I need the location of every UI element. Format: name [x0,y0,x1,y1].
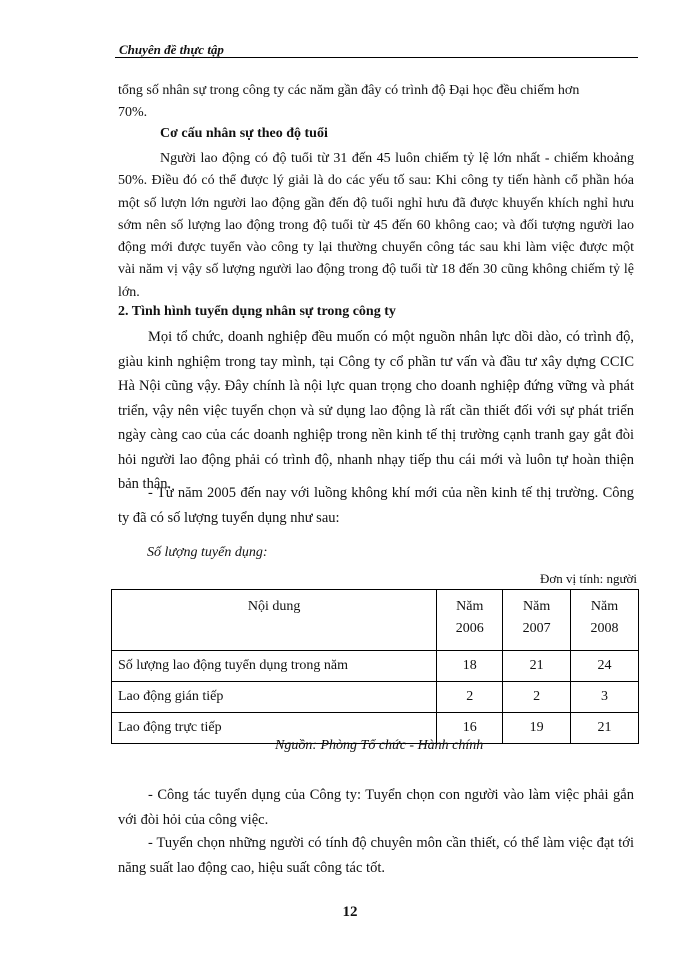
table-source: Nguồn: Phòng Tổ chức - Hành chính [275,738,484,753]
recruit-paragraph-1: Mọi tổ chức, doanh nghiệp đều muốn có một nguồn nhân lực dồi dào, có trình độ, giàu kinh nghiệm trong tay mình, tại Công ty cổ phần tư vấn và đầu tư xây dựng CCIC Hà Nội cũng vậy. Đây chính là nội lực quan trọng cho doanh nghiệp đứng vững và phát triển, vậy nên việc tuyển chọn và sử dụng lao động là rất cần thiết đối với sự phát triển ngày càng cao của các doanh nghiệp trong nền kinh tế thị trường cạnh tranh gay gắt đòi hỏi người lao động phải có trình độ, nhanh nhạy tiếp thu cái mới và luôn tự hoàn thiện bản thân. [118,329,634,492]
recruit-paragraph-2: - Từ năm 2005 đến nay với luồng không khí mới của nền kinh tế thị trường. Công ty đã có số lượng tuyển dụng như sau: [118,485,634,526]
cell-value: 18 [437,651,503,682]
cell-value: 21 [503,651,571,682]
header-title: Chuyên đề thực tập [119,42,224,57]
table-row [112,651,639,682]
cell-value: 2 [503,682,571,713]
intro-line-2: 70%. [118,105,148,120]
age-section-heading: Cơ cấu nhân sự theo độ tuổi [160,126,328,141]
table-caption: Số lượng tuyển dụng: [147,545,268,560]
cell-value: 19 [503,713,571,744]
cell-value: 24 [571,651,639,682]
intro-line-1: tổng số nhân sự trong công ty các năm gần đây có trình độ Đại học đều chiếm hơn [118,83,580,98]
cell-value: 21 [571,713,639,744]
cell-value: 2 [437,682,503,713]
table-header-year-2008: Năm 2008 [571,590,639,651]
closing-paragraph-2: - Tuyển chọn những người có tính độ chuyên môn cần thiết, có thể làm việc đạt tới năng suất lao động cao, hiệu suất công tác tốt. [118,835,634,876]
header-rule [115,57,638,58]
table-header-row [112,590,639,651]
page-number: 12 [342,904,358,920]
cell-value: 3 [571,682,639,713]
recruitment-table [111,589,639,744]
cell-value: 16 [437,713,503,744]
closing-paragraph-1: - Công tác tuyển dụng của Công ty: Tuyển chọn con người vào làm việc phải gắn với đòi hỏi của công việc. [118,787,634,828]
table-header-year-2006: Năm 2006 [437,590,503,651]
table-unit: Đơn vị tính: người [540,571,637,586]
row-label: Lao động trực tiếp [112,713,437,744]
table-header-content: Nội dung [112,590,437,651]
page-header [115,40,638,60]
recruit-section-heading: 2. Tình hình tuyển dụng nhân sự trong công ty [118,304,396,319]
table-header-year-2007: Năm 2007 [503,590,571,651]
row-label: Số lượng lao động tuyển dụng trong năm [112,651,437,682]
row-label: Lao động gián tiếp [112,682,437,713]
age-section-paragraph: Người lao động có độ tuổi từ 31 đến 45 luôn chiếm tỷ lệ lớn nhất - chiếm khoảng 50%. Điều đó có thể được lý giải là do các yếu tố sau: Khi công ty tiến hành cổ phần hóa một số lượn lớn người lao động gần đến độ tuổi nghỉ hưu đã được khuyến khích nghỉ hưu sớm nên số lượng lao động trong độ tuổi từ 45 đến 60 không cao; và đối tượng người lao động mới được tuyển vào công ty lại thường chuyển công tác sau khi làm việc được một vài năm vị vậy số lượng người lao động trong độ tuổi từ 18 đến 30 cũng không chiếm tỷ lệ lớn. [118,151,634,300]
table-row [112,682,639,713]
